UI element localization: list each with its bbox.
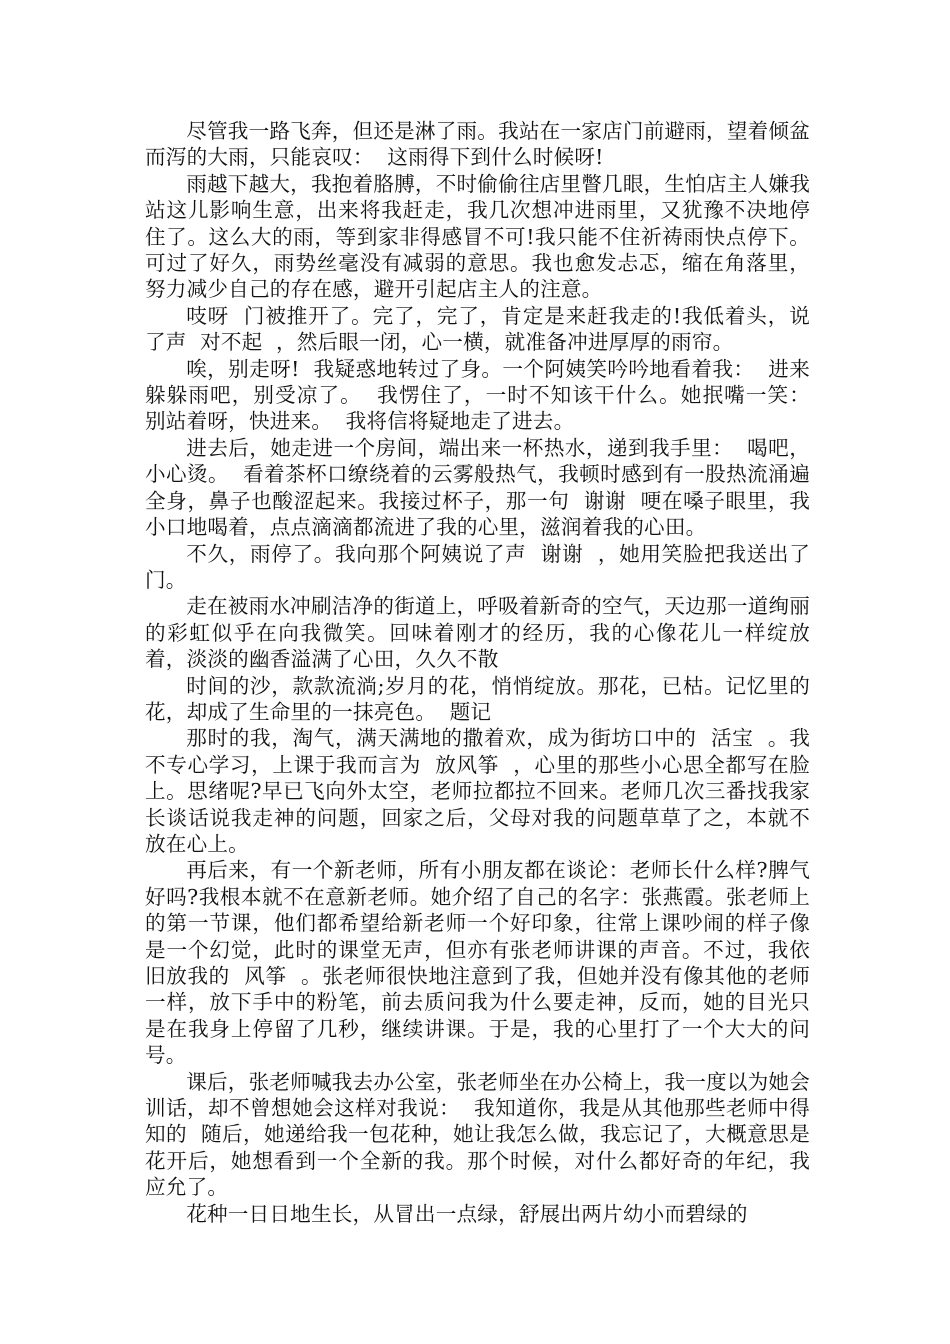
- paragraph: 那时的我，淘气，满天满地的撒着欢，成为街坊口中的 活宝 。我不专心学习，上课于我而言为 放风筝 ，心里的那些小心思全都写在脸上。思绪呢?早已飞向外太空，老师拉都拉不回来。老师几次三番找我家长谈话说我走神的问题，回家之后，父母对我的问题草草了之，本就不放在心上。: [145, 726, 810, 856]
- paragraph: 再后来，有一个新老师，所有小朋友都在谈论：老师长什么样?脾气好吗?我根本就不在意新老师。她介绍了自己的名字：张燕霞。张老师上的第一节课，他们都希望给新老师一个好印象，往常上课吵闹的样子像是一个幻觉，此时的课堂无声，但亦有张老师讲课的声音。不过，我依旧放我的 风筝 。张老师很快地注意到了我，但她并没有像其他的老师一样，放下手中的粉笔，前去质问我为什么要走神，反而，她的目光只是在我身上停留了几秒，继续讲课。于是，我的心里打了一个大大的问号。: [145, 858, 810, 1068]
- paragraph: 雨越下越大，我抱着胳膊，不时偷偷往店里瞥几眼，生怕店主人嫌我站这儿影响生意，出来将我赶走，我几次想冲进雨里，又犹豫不决地停住了。这么大的雨，等到家非得感冒不可!我只能不住祈祷雨快点停下。可过了好久，雨势丝毫没有减弱的意思。我也愈发忐忑，缩在角落里，努力减少自己的存在感，避开引起店主人的注意。: [145, 171, 810, 302]
- paragraph: 时间的沙，款款流淌;岁月的花，悄悄绽放。那花，已枯。记忆里的花，却成了生命里的一抹亮色。 题记: [145, 673, 810, 724]
- paragraph: 不久，雨停了。我向那个阿姨说了声 谢谢 ，她用笑脸把我送出了门。: [145, 541, 810, 592]
- paragraph: 吱呀 门被推开了。完了，完了，肯定是来赶我走的!我低着头，说了声 对不起 ，然后眼一闭，心一横，就准备冲进厚厚的雨帘。: [145, 303, 810, 355]
- paragraph: 尽管我一路飞奔，但还是淋了雨。我站在一家店门前避雨，望着倾盆而泻的大雨，只能哀叹： 这雨得下到什么时候呀!: [145, 119, 810, 170]
- paragraph: 唉，别走呀! 我疑惑地转过了身。一个阿姨笑吟吟地看着我： 进来躲躲雨吧，别受凉了。 我愣住了，一时不知该干什么。她抿嘴一笑： 别站着呀，快进来。 我将信将疑地走了进去。: [145, 356, 824, 434]
- paragraph: 课后，张老师喊我去办公室，张老师坐在办公椅上，我一度以为她会训话，却不曾想她会这样对我说： 我知道你，我是从其他那些老师中得知的 随后，她递给我一包花种，她让我怎么做，我忘记了，大概意思是花开后，她想看到一个全新的我。那个时候，对什么都好奇的年纪，我应允了。: [145, 1069, 810, 1200]
- paragraph: 进去后，她走进一个房间，端出来一杯热水，递到我手里： 喝吧，小心烫。 看着茶杯口缭绕着的云雾般热气，我顿时感到有一股热流涌遍全身，鼻子也酸涩起来。我接过杯子，那一句 谢谢 哽在嗓子眼里，我小口地喝着，点点滴滴都流进了我的心里，滋润着我的心田。: [145, 435, 810, 540]
- paragraph: 花种一日日地生长，从冒出一点绿，舒展出两片幼小而碧绿的: [186, 1201, 748, 1226]
- paragraph: 走在被雨水冲刷洁净的街道上，呼吸着新奇的空气，天边那一道绚丽的彩虹似乎在向我微笑。回味着刚才的经历，我的心像花儿一样绽放着，淡淡的幽香溢满了心田，久久不散: [145, 594, 810, 672]
- document-body: [145, 118, 824, 1227]
